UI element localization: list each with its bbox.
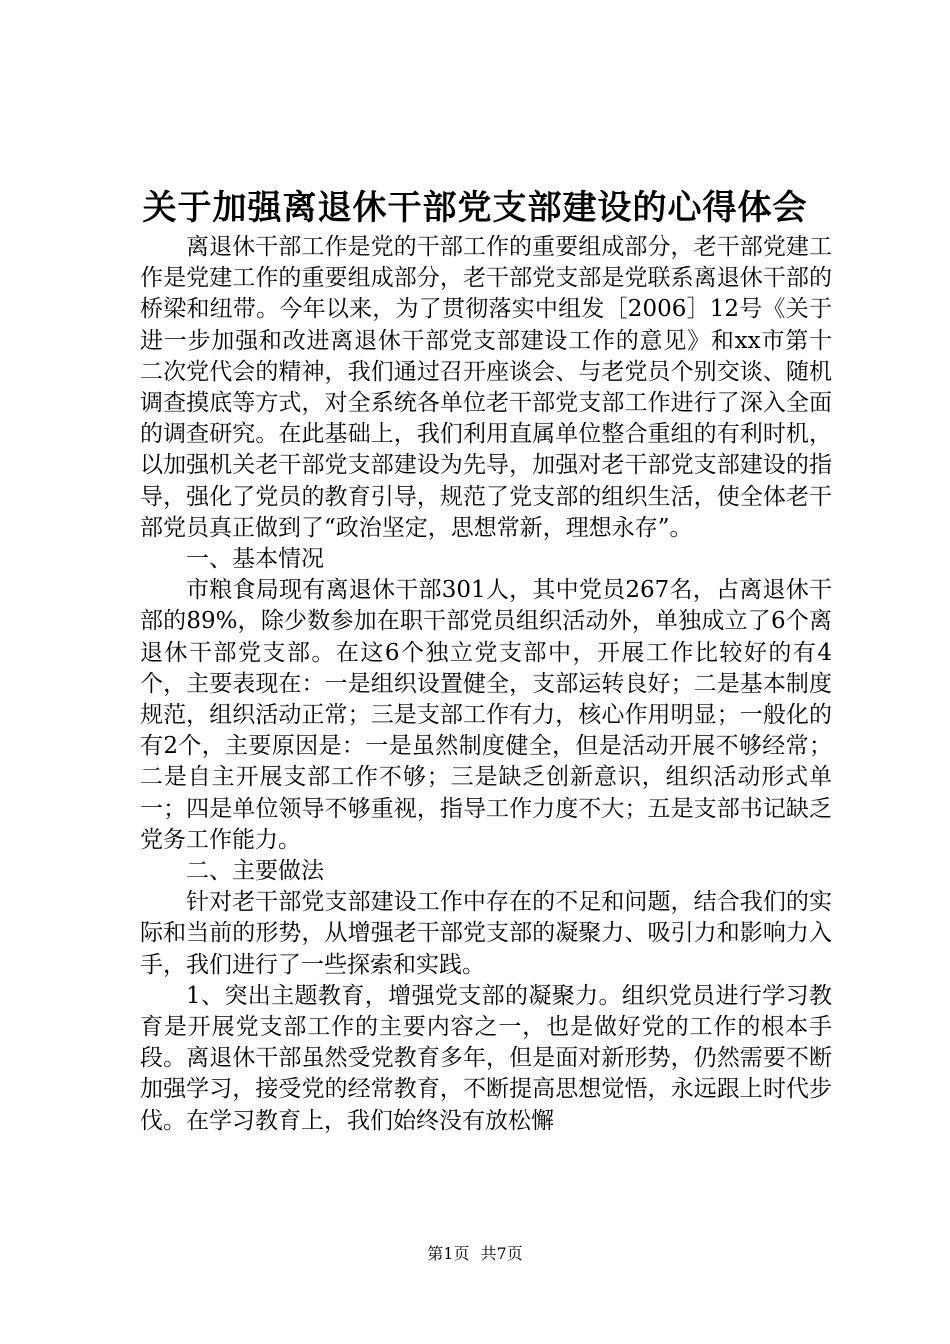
paragraph-basic-situation: 市粮食局现有离退休干部301人，其中党员267名，占离退休干部的89%，除少数参加在职干部党员组织活动外，单独成立了6个离退休干部党支部。在这6个独立党支部中，开展工作比较好的有4个，主要表现在：一是组织设置健全，支部运转良好；二是基本制度规范，组织活动正常；三是支部工作有力，核心作用明显；一般化的有2个，主要原因是：一是虽然制度健全，但是活动开展不够经常；二是自主开展支部工作不够；三是缺乏创新意识，组织活动形式单一；四是单位领导不够重视，指导工作力度不大；五是支部书记缺乏党务工作能力。 <box>140 577 832 853</box>
section-heading-basic: 一、基本情况 <box>186 546 324 573</box>
page-number: 第1页 <box>427 1244 470 1263</box>
page-total: 共7页 <box>480 1244 523 1263</box>
section-heading-methods: 二、主要做法 <box>186 858 324 885</box>
paragraph-methods-intro: 针对老干部党支部建设工作中存在的不足和问题，结合我们的实际和当前的形势，从增强老干部党支部的凝聚力、吸引力和影响力入手，我们进行了一些探索和实践。 <box>140 889 832 978</box>
paragraph-intro: 离退休干部工作是党的干部工作的重要组成部分，老干部党建工作是党建工作的重要组成部分，老干部党支部是党联系离退休干部的桥梁和纽带。今年以来，为了贯彻落实中组发［2006］12号《关于进一步加强和改进离退休干部党支部建设工作的意见》和xx市第十二次党代会的精神，我们通过召开座谈会、与老党员个别交谈、随机调查摸底等方式，对全系统各单位老干部党支部工作进行了深入全面的调查研究。在此基础上，我们利用直属单位整合重组的有利时机，以加强机关老干部党支部建设为先导，加强对老干部党支部建设的指导，强化了党员的教育引导，规范了党支部的组织生活，使全体老干部党员真正做到了“政治坚定，思想常新，理想永存”。 <box>140 234 832 541</box>
document-title: 关于加强离退休干部党支部建设的心得体会 <box>142 188 808 228</box>
page-footer <box>0 1243 950 1265</box>
document-body <box>140 232 832 1137</box>
paragraph-method-1: 1、突出主题教育，增强党支部的凝聚力。组织党员进行学习教育是开展党支部工作的主要内容之一，也是做好党的工作的根本手段。离退休干部虽然受党教育多年，但是面对新形势，仍然需要不断加强学习，接受党的经常教育，不断提高思想觉悟，永远跟上时代步伐。在学习教育上，我们始终没有放松懈 <box>140 982 832 1134</box>
